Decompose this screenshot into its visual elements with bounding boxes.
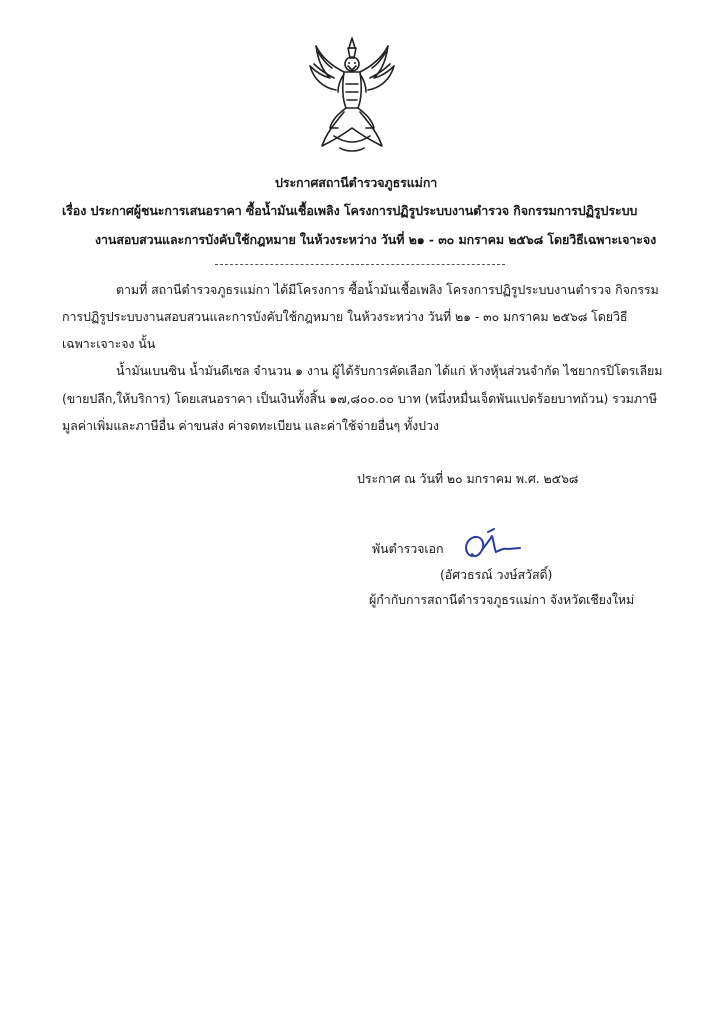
announcement-date: ประกาศ ณ วันที่ ๒๐ มกราคม พ.ศ. ๒๕๖๘ (357, 471, 579, 486)
signatory-position: ผู้กำกับการสถานีตำรวจภูธรแม่กา จังหวัดเชียงใหม่ (369, 592, 635, 607)
header-divider (215, 264, 505, 265)
paragraph-2-line-2: (ขายปลีก,ให้บริการ) โดยเสนอราคา เป็นเงินทั้งสิ้น ๑๗,๘๐๐.๐๐ บาท (หนึ่งหมื่นเจ็ดพันแปดร้อยบาทถ้วน) รวมภาษี (62, 391, 657, 406)
signatory-name: (อัศวธรณ์ วงษ์สวัสดิ์) (440, 567, 553, 582)
garuda-emblem-icon (304, 36, 400, 156)
signatory-rank: พันตำรวจเอก (372, 541, 444, 556)
handwritten-signature (458, 526, 522, 566)
paragraph-1-line-3: เฉพาะเจาะจง นั้น (62, 336, 156, 351)
document-title: ประกาศสถานีตำรวจภูธรแม่กา (275, 175, 438, 190)
paragraph-2-line-1: น้ำมันเบนซิน น้ำมันดีเซล จำนวน ๑ งาน ผู้ได้รับการคัดเลือก ได้แก่ ห้างหุ้นส่วนจำกัด ไชยากรปิโตรเลียม (116, 363, 663, 378)
paragraph-1-line-1: ตามที่ สถานีตำรวจภูธรแม่กา ได้มีโครงการ ซื้อน้ำมันเชื้อเพลิง โครงการปฏิรูประบบงานตำรวจ กิจกรรม (116, 282, 659, 297)
subject-line-2: งานสอบสวนและการบังคับใช้กฎหมาย ในห้วงระหว่าง วันที่ ๒๑ - ๓๐ มกราคม ๒๕๖๘ โดยวิธีเฉพาะเจาะจง (95, 232, 657, 247)
subject-line-1: เรื่อง ประกาศผู้ชนะการเสนอราคา ซื้อน้ำมันเชื้อเพลิง โครงการปฏิรูประบบงานตำรวจ กิจกรรมการปฏิรูประบบ (62, 203, 638, 218)
paragraph-2-line-3: มูลค่าเพิ่มและภาษีอื่น ค่าขนส่ง ค่าจดทะเบียน และค่าใช้จ่ายอื่นๆ ทั้งปวง (62, 418, 439, 433)
paragraph-1-line-2: การปฏิรูประบบงานสอบสวนและการบังคับใช้กฎหมาย ในห้วงระหว่าง วันที่ ๒๑ - ๓๐ มกราคม ๒๕๖๘ โดยวิธี (62, 309, 628, 324)
